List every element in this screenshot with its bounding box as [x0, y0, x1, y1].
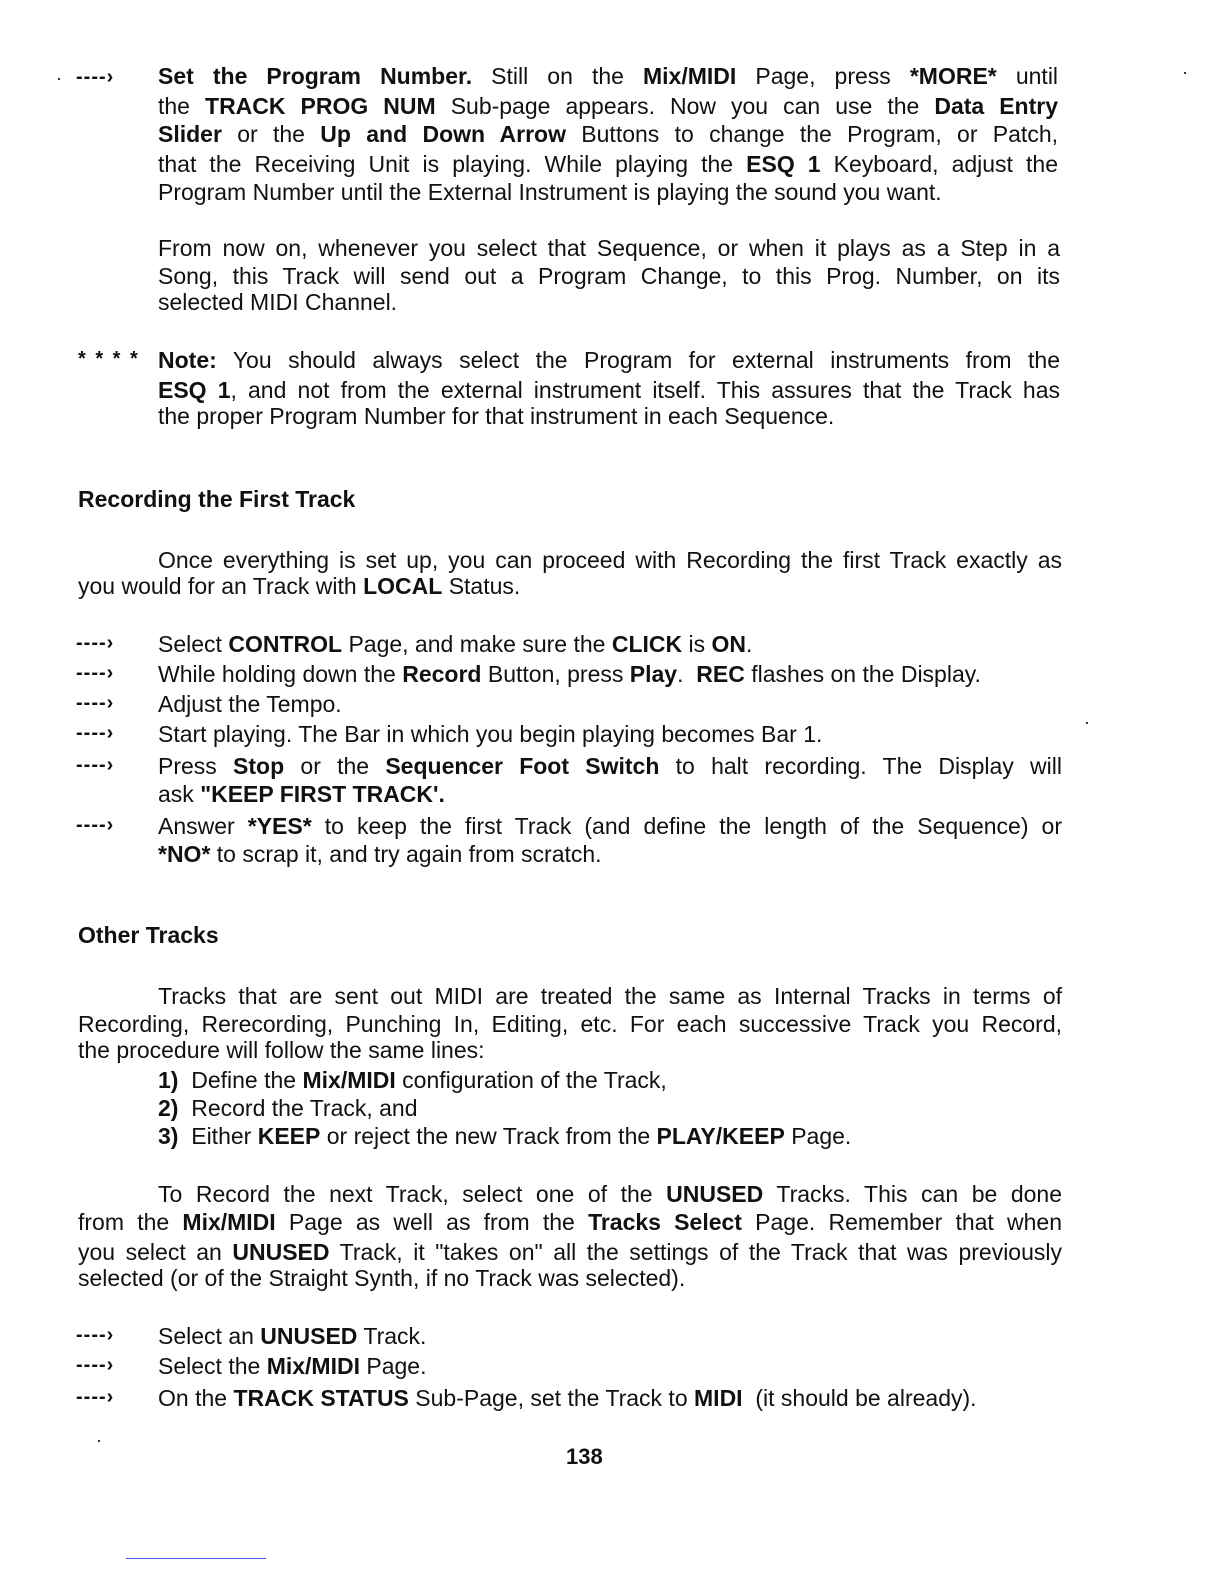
text-line: Program Number until the External Instrument is playing the sound you want.	[158, 179, 942, 205]
text-line: you select an UNUSED Track, it "takes on" all the settings of the Track that was previously	[78, 1239, 1062, 1265]
arrow-bullet: ----›	[76, 722, 115, 744]
text-line: While holding down the Record Button, press Play. REC flashes on the Display.	[158, 661, 981, 687]
text-line: Press Stop or the Sequencer Foot Switch to halt recording. The Display will	[158, 753, 1062, 779]
text-line: the procedure will follow the same lines:	[78, 1037, 485, 1063]
arrow-bullet: ----›	[76, 1386, 115, 1408]
scan-speck	[1086, 722, 1088, 724]
text-line: To Record the next Track, select one of the UNUSED Tracks. This can be done	[158, 1181, 1062, 1207]
section-heading: Recording the First Track	[78, 486, 356, 512]
text-line: Adjust the Tempo.	[158, 691, 342, 717]
arrow-bullet: ----›	[76, 66, 115, 88]
text-line: Once everything is set up, you can proceed with Recording the first Track exactly as	[158, 547, 1062, 573]
text-line: Answer *YES* to keep the first Track (and define the length of the Sequence) or	[158, 813, 1062, 839]
text-line: the proper Program Number for that instrument in each Sequence.	[158, 403, 835, 429]
arrow-bullet: ----›	[76, 692, 115, 714]
text-line: From now on, whenever you select that Sequence, or when it plays as a Step in a	[158, 235, 1060, 261]
text-line: ask "KEEP FIRST TRACK'.	[158, 781, 445, 807]
text-line: from the Mix/MIDI Page as well as from the Tracks Select Page. Remember that when	[78, 1209, 1063, 1235]
text-line: the TRACK PROG NUM Sub-page appears. Now you can use the Data Entry	[158, 93, 1059, 119]
text-line: selected MIDI Channel.	[158, 289, 398, 315]
text-line: you would for an Track with LOCAL Status.	[78, 573, 521, 599]
scan-speck	[98, 1440, 100, 1442]
text-line: Song, this Track will send out a Program Change, to this Prog. Number, on its	[158, 263, 1060, 289]
footer-rule	[126, 1558, 266, 1559]
text-line: Select CONTROL Page, and make sure the CLICK is ON.	[158, 631, 753, 657]
text-line: ESQ 1, and not from the external instrument itself. This assures that the Track has	[158, 377, 1060, 403]
text-line: selected (or of the Straight Synth, if no Track was selected).	[78, 1265, 686, 1291]
note-stars: * * * *	[78, 348, 140, 370]
text-line: that the Receiving Unit is playing. While playing the ESQ 1 Keyboard, adjust the	[158, 151, 1058, 177]
section-heading: Other Tracks	[78, 922, 219, 948]
arrow-bullet: ----›	[76, 754, 115, 776]
text-line: Set the Program Number. Still on the Mix/MIDI Page, press *MORE* until	[158, 63, 1059, 89]
text-line: Tracks that are sent out MIDI are treated the same as Internal Tracks in terms of	[158, 983, 1062, 1009]
text-line: On the TRACK STATUS Sub-Page, set the Track to MIDI (it should be already).	[158, 1385, 977, 1411]
text-line: Note: You should always select the Program for external instruments from the	[158, 347, 1060, 373]
arrow-bullet: ----›	[76, 1324, 115, 1346]
text-line: Select an UNUSED Track.	[158, 1323, 427, 1349]
scan-speck	[58, 78, 60, 80]
list-item: 3) Either KEEP or reject the new Track from the PLAY/KEEP Page.	[158, 1123, 852, 1149]
arrow-bullet: ----›	[76, 662, 115, 684]
arrow-bullet: ----›	[76, 1354, 115, 1376]
list-item: 1) Define the Mix/MIDI configuration of the Track,	[158, 1067, 667, 1093]
text-line: Slider or the Up and Down Arrow Buttons to change the Program, or Patch,	[158, 121, 1059, 147]
text-line: Start playing. The Bar in which you begin playing becomes Bar 1.	[158, 721, 823, 747]
text-line: Recording, Rerecording, Punching In, Editing, etc. For each successive Track you Record,	[78, 1011, 1062, 1037]
page-number: 138	[566, 1444, 603, 1469]
list-item: 2) Record the Track, and	[158, 1095, 418, 1121]
arrow-bullet: ----›	[76, 814, 115, 836]
text-line: Select the Mix/MIDI Page.	[158, 1353, 427, 1379]
scan-speck	[1184, 72, 1186, 74]
arrow-bullet: ----›	[76, 632, 115, 654]
text-line: *NO* to scrap it, and try again from scratch.	[158, 841, 602, 867]
